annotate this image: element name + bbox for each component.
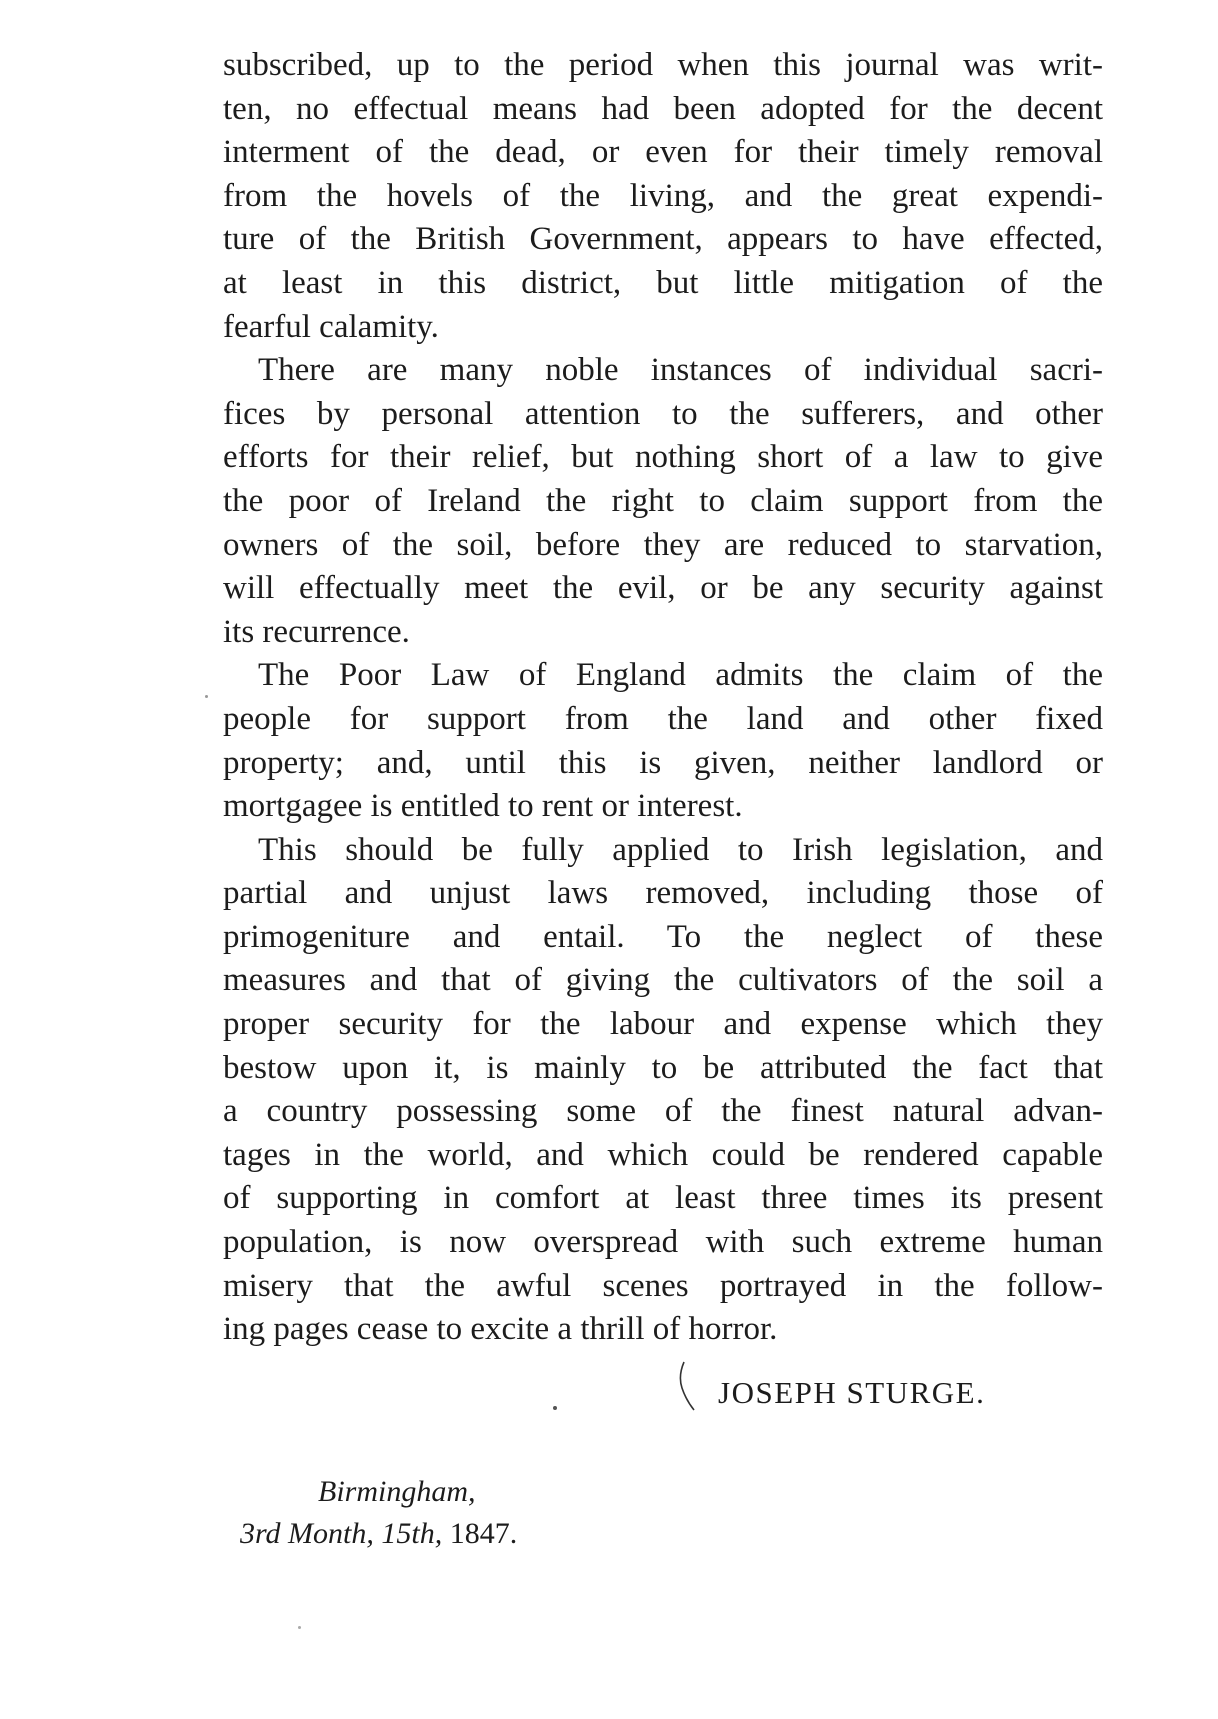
text-line: ing pages cease to excite a thrill of horror. xyxy=(223,1311,778,1348)
text-line: its recurrence. xyxy=(223,613,410,650)
date-line xyxy=(240,1514,517,1554)
text-line: owners of the soil, before they are reduced to starvation, xyxy=(223,526,1103,563)
text-line: bestow upon it, is mainly to be attributed the fact that xyxy=(223,1049,1103,1086)
text-line: primogeniture and entail. To the neglect of these xyxy=(223,918,1103,955)
text-line: measures and that of giving the cultivators of the soil a xyxy=(223,962,1103,999)
paragraph-1 xyxy=(223,44,1103,349)
text-line: from the hovels of the living, and the great expendi- xyxy=(223,177,1103,214)
text-line: misery that the awful scenes portrayed in the follow- xyxy=(223,1267,1103,1304)
text-line: subscribed, up to the period when this journal was writ- xyxy=(223,47,1103,83)
text-line: partial and unjust laws removed, including those of xyxy=(223,875,1103,912)
place-line: Birmingham, xyxy=(318,1475,476,1508)
text-line: fearful calamity. xyxy=(223,308,439,345)
text-line: There are many noble instances of individual sacri- xyxy=(258,352,1103,389)
text-line: proper security for the labour and expense which they xyxy=(223,1006,1103,1043)
text-line: people for support from the land and other fixed xyxy=(223,700,1103,737)
text-line: This should be fully applied to Irish legislation, and xyxy=(258,831,1103,868)
text-line: the poor of Ireland the right to claim support from the xyxy=(223,482,1103,519)
text-line: a country possessing some of the finest natural advan- xyxy=(223,1093,1103,1130)
text-line: The Poor Law of England admits the claim of the xyxy=(258,657,1103,694)
text-line: interment of the dead, or even for their timely removal xyxy=(223,134,1103,171)
ink-speck xyxy=(298,1626,301,1629)
text-line: population, is now overspread with such extreme human xyxy=(223,1224,1103,1261)
text-line: fices by personal attention to the sufferers, and other xyxy=(223,395,1103,432)
text-line: will effectually meet the evil, or be any security against xyxy=(223,570,1103,607)
date-year: 1847. xyxy=(449,1517,518,1550)
ink-speck xyxy=(205,695,208,698)
paragraph-4 xyxy=(223,829,1103,1352)
ink-speck xyxy=(553,1406,557,1410)
signature: JOSEPH STURGE. xyxy=(718,1375,986,1410)
body-text xyxy=(223,44,1103,1352)
date-day: 15th, xyxy=(381,1517,443,1550)
text-line: efforts for their relief, but nothing short of a law to give xyxy=(223,439,1103,476)
date-month: 3rd Month, xyxy=(240,1517,374,1550)
text-line: property; and, until this is given, neither landlord or xyxy=(223,744,1103,781)
text-line: at least in this district, but little mitigation of the xyxy=(223,264,1103,301)
paragraph-3 xyxy=(223,654,1103,828)
text-line: ture of the British Government, appears to have effected, xyxy=(223,221,1103,258)
text-line: mortgagee is entitled to rent or interest. xyxy=(223,788,743,825)
text-line: tages in the world, and which could be rendered capable xyxy=(223,1136,1103,1173)
paragraph-2 xyxy=(223,349,1103,654)
text-line: ten, no effectual means had been adopted for the decent xyxy=(223,90,1103,127)
text-line: of supporting in comfort at least three times its present xyxy=(223,1180,1103,1217)
pen-stroke-mark xyxy=(670,1358,700,1418)
